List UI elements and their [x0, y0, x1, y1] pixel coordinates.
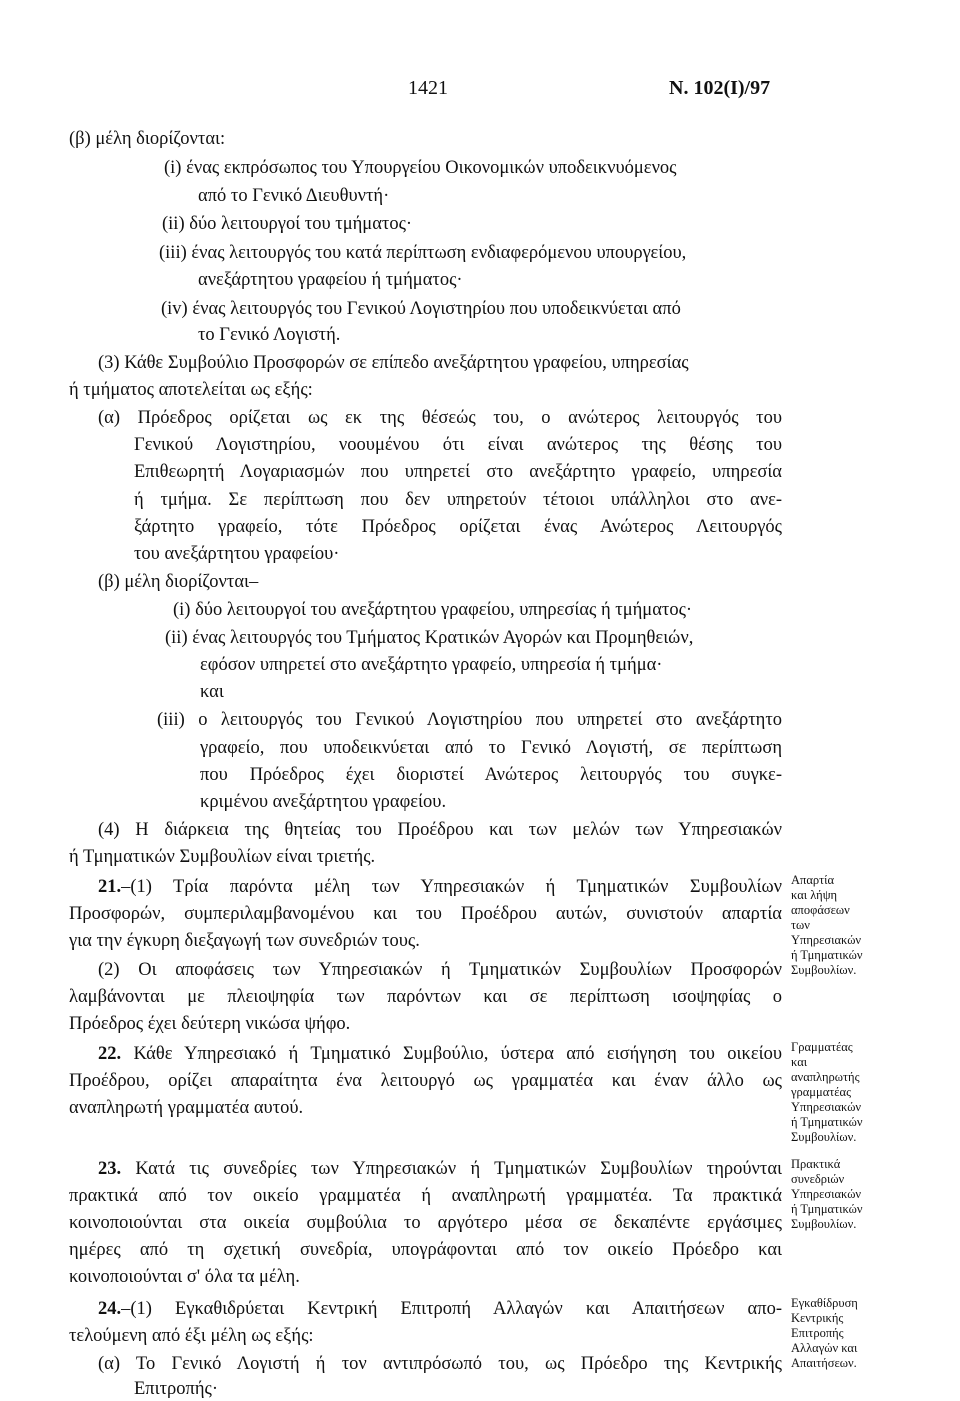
text-line: ή τμήματος αποτελείται ως εξής:: [69, 380, 313, 400]
text-line: πρακτικά από τον οικείο γραμματέα ή αναπληρωτή γραμματέα. Τα πρακτικά: [69, 1186, 782, 1206]
page-number: 1421: [408, 77, 448, 99]
text-line: Επιθεωρητή Λογαριασμών που υπηρετεί στο ανεξάρτητο γραφείο, υπηρεσία: [134, 462, 782, 482]
margin-note-line: αναπληρωτής: [791, 1070, 860, 1084]
text-line: Προέδρου, ορίζει απαραίτητα ένα λειτουργό ως γραμματέα και έναν άλλο ως: [69, 1071, 782, 1091]
text-line: κοινοποιούνται στα οικεία συμβούλια το αργότερο μέσα σε δεκαπέντε εργάσιμες: [69, 1213, 782, 1233]
text-line: Πρόεδρος έχει δεύτερη νικώσα ψήφο.: [69, 1014, 351, 1034]
text-line: κοινοποιούνται σ' όλα τα μέλη.: [69, 1267, 300, 1287]
text-line: το Γενικό Λογιστή.: [198, 325, 341, 345]
margin-note-line: και: [791, 1055, 808, 1069]
text-line: (iii) ο λειτουργός του Γενικού Λογιστηρίου που υπηρετεί στο ανεξάρτητο: [157, 710, 782, 730]
text-line: του ανεξάρτητου γραφείου·: [134, 544, 340, 564]
text-line: (β) μέλη διορίζονται:: [69, 129, 226, 149]
text-line: (2) Οι αποφάσεις των Υπηρεσιακών ή Τμηματικών Συμβουλίων Προσφορών: [98, 960, 782, 980]
text-span: –(1) Τρία παρόντα μέλη των Υπηρεσιακών ή Τμηματικών Συμβουλίων: [121, 877, 782, 897]
text-line: ξάρτητο γραφείο, τότε Πρόεδρος ορίζεται ένας Ανώτερος Λειτουργός: [134, 517, 782, 537]
text-span: Κατά τις συνεδρίες των Υπηρεσιακών ή Τμηματικών Συμβουλίων τηρούνται: [121, 1159, 782, 1179]
text-line: (i) δύο λειτουργοί του ανεξάρτητου γραφείου, υπηρεσίας ή τμήματος·: [173, 600, 693, 620]
text-line: ή τμήμα. Σε περίπτωση που δεν υπηρετούν τέτοιοι υπάλληλοι στο ανε-: [134, 490, 782, 510]
text-span: –(1) Εγκαθιδρύεται Κεντρική Επιτροπή Αλλαγών και Απαιτήσεων απο-: [121, 1299, 782, 1319]
margin-note-minutes: [791, 1157, 863, 1232]
law-reference: Ν. 102(Ι)/97: [669, 77, 771, 99]
margin-note-line: Εγκαθίδρυση: [791, 1296, 858, 1310]
margin-note-line: Αλλαγών και: [791, 1341, 858, 1355]
margin-note-line: γραμματέας: [791, 1085, 852, 1099]
margin-note-line: των: [791, 918, 810, 932]
margin-note-line: συνεδριών: [791, 1172, 845, 1186]
margin-note-line: Υπηρεσιακών: [791, 1100, 862, 1114]
section-22-line: [98, 1042, 782, 1066]
text-line: (α) Το Γενικό Λογιστή ή τον αντιπρόσωπό του, ως Πρόεδρο της Κεντρικής: [98, 1354, 782, 1374]
margin-note-line: Συμβουλίων.: [791, 1217, 857, 1231]
margin-note-line: Υπηρεσιακών: [791, 1187, 862, 1201]
text-line: από το Γενικό Διευθυντή·: [198, 186, 390, 206]
text-span: Κάθε Υπηρεσιακό ή Τμηματικό Συμβούλιο, ύστερα από εισήγηση του οικείου: [121, 1044, 782, 1064]
text-line: (iv) ένας λειτουργός του Γενικού Λογιστηρίου που υποδεικνύεται από: [161, 299, 681, 319]
margin-note-central-committee: [791, 1296, 858, 1371]
margin-note-line: Απαιτήσεων.: [791, 1356, 857, 1370]
margin-note-line: Επιτροπής: [791, 1326, 844, 1340]
margin-note-secretary: [791, 1040, 863, 1145]
text-line: (i) ένας εκπρόσωπος του Υπουργείου Οικονομικών υποδεικνυόμενος: [164, 158, 677, 178]
text-line: (ii) δύο λειτουργοί του τμήματος·: [162, 214, 413, 234]
text-line: λαμβάνονται με πλειοψηφία των παρόντων και σε περίπτωση ισοψηφίας ο: [69, 987, 782, 1007]
section-21-line: [98, 875, 782, 899]
margin-note-line: Γραμματέας: [791, 1040, 853, 1054]
margin-note-quorum: [791, 873, 863, 978]
margin-note-line: Απαρτία: [791, 873, 835, 887]
margin-note-line: αποφάσεων: [791, 903, 850, 917]
text-line: (4) Η διάρκεια της θητείας του Προέδρου και των μελών των Υπηρεσιακών: [98, 820, 782, 840]
text-line: Επιτροπής·: [134, 1379, 219, 1399]
margin-note-line: ή Τμηματικών: [791, 1115, 863, 1129]
section-number: 23.: [98, 1159, 122, 1179]
text-line: γραφείο, που υποδεικνύεται από το Γενικό Λογιστή, σε περίπτωση: [200, 738, 782, 758]
margin-note-line: ή Τμηματικών: [791, 948, 863, 962]
text-line: (ii) ένας λειτουργός του Τμήματος Κρατικών Αγορών και Προμηθειών,: [165, 628, 694, 648]
margin-note-line: Υπηρεσιακών: [791, 933, 862, 947]
text-line: κριμένου ανεξάρτητου γραφείου.: [200, 792, 447, 812]
text-line: Γενικού Λογιστηρίου, νοουμένου ότι είναι ανώτερος της θέσης του: [134, 435, 782, 455]
margin-note-line: Πρακτικά: [791, 1157, 841, 1171]
text-line: για την έγκυρη διεξαγωγή των συνεδριών τους.: [69, 931, 420, 951]
section-number: 21.: [98, 877, 122, 897]
text-line: Προσφορών, συμπεριλαμβανομένου και του Προέδρου αυτών, συνιστούν απαρτία: [69, 904, 782, 924]
text-line: (3) Κάθε Συμβούλιο Προσφορών σε επίπεδο ανεξάρτητου γραφείου, υπηρεσίας: [98, 353, 689, 373]
text-line: (β) μέλη διορίζονται–: [98, 572, 259, 592]
margin-note-line: ή Τμηματικών: [791, 1202, 863, 1216]
text-line: αναπληρωτή γραμματέα αυτού.: [69, 1098, 304, 1118]
section-24-line: [98, 1297, 782, 1321]
text-line: που Πρόεδρος έχει διοριστεί Ανώτερος λειτουργός του συγκε-: [200, 765, 782, 785]
section-number: 22.: [98, 1044, 122, 1064]
margin-note-line: Κεντρικής: [791, 1311, 844, 1325]
text-line: και: [200, 682, 224, 702]
section-23-line: [98, 1157, 782, 1181]
margin-note-line: Συμβουλίων.: [791, 1130, 857, 1144]
text-line: εφόσον υπηρετεί στο ανεξάρτητο γραφείο, υπηρεσία ή τμήμα·: [200, 655, 663, 675]
text-line: ημέρες από τη σχετική συνεδρία, υπογράφονται από τον οικείο Πρόεδρο και: [69, 1240, 782, 1260]
text-line: ανεξάρτητου γραφείου ή τμήματος·: [198, 270, 463, 290]
section-number: 24.: [98, 1299, 122, 1319]
margin-note-line: και λήψη: [791, 888, 838, 902]
text-line: τελούμενη από έξι μέλη ως εξής:: [69, 1326, 314, 1346]
text-line: (iii) ένας λειτουργός του κατά περίπτωση ενδιαφερόμενου υπουργείου,: [159, 243, 687, 263]
text-line: ή Τμηματικών Συμβουλίων είναι τριετής.: [69, 847, 376, 867]
text-line: (α) Πρόεδρος ορίζεται ως εκ της θέσεώς του, ο ανώτερος λειτουργός του: [98, 408, 782, 428]
margin-note-line: Συμβουλίων.: [791, 963, 857, 977]
